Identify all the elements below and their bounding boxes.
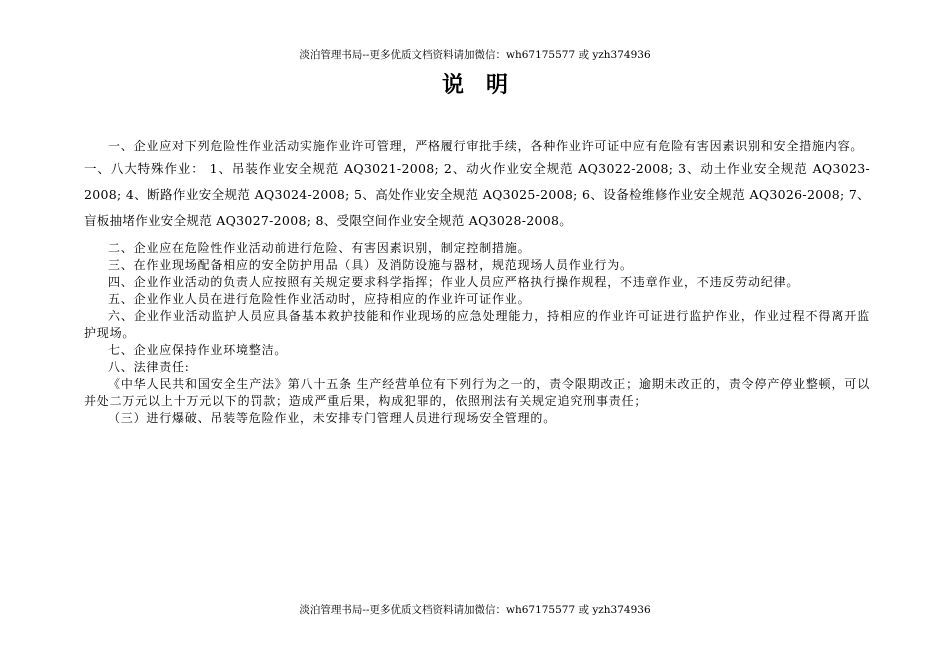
- page-header: 淡泊管理书局--更多优质文档资料请加微信：wh67175577 或 yzh374936: [299, 49, 651, 61]
- paragraph-6: 六、企业作业活动监护人员应具备基本救护技能和作业现场的应急处理能力，持相应的作业许可证进行监护作业，作业过程不得离开监护现场。: [84, 309, 870, 340]
- special-operations-list: 一、八大特殊作业： 1、吊装作业安全规范 AQ3021-2008; 2、动火作业安全规范 AQ3022-2008; 3、动土作业安全规范 AQ3023-2008; 4、断路作业安全规范 AQ3024-2008; 5、高处作业安全规范 AQ3025-2008; 6、设备检维修作业安全规范 AQ3026-2008; 7、盲板抽堵作业安全规范 AQ3027-2008; 8、受限空间作业安全规范 AQ3028-2008。: [84, 161, 870, 228]
- paragraph-4: 四、企业作业活动的负责人应按照有关规定要求科学指挥；作业人员应严格执行操作规程，不违章作业，不违反劳动纪律。: [108, 275, 800, 289]
- paragraph-10: （三）进行爆破、吊装等危险作业，未安排专门管理人员进行现场安全管理的。: [108, 411, 557, 425]
- paragraph-8: 八、法律责任:: [108, 360, 190, 374]
- paragraph-5: 五、企业作业人员在进行危险性作业活动时，应持相应的作业许可证作业。: [108, 292, 531, 306]
- paragraph-3: 三、在作业现场配备相应的安全防护用品（具）及消防设施与器材，规范现场人员作业行为。: [108, 258, 633, 272]
- paragraph-1: 一、企业应对下列危险性作业活动实施作业许可管理，严格履行审批手续，各种作业许可证中应有危险有害因素识别和安全措施内容。: [108, 139, 864, 153]
- page-footer: 淡泊管理书局--更多优质文档资料请加微信：wh67175577 或 yzh374936: [299, 604, 651, 616]
- paragraph-7: 七、企业应保持作业环境整洁。: [108, 343, 288, 357]
- page-title: 说明: [441, 72, 530, 98]
- document-body: [84, 138, 870, 427]
- paragraph-2: 二、企业应在危险性作业活动前进行危险、有害因素识别，制定控制措施。: [108, 241, 531, 255]
- paragraph-9: 《中华人民共和国安全生产法》第八十五条 生产经营单位有下列行为之一的，责令限期改正；逾期未改正的，责令停产停业整顿，可以并处二万元以上十万元以下的罚款；造成严重后果，构成犯罪的，依照刑法有关规定追究刑事责任；: [84, 377, 870, 408]
